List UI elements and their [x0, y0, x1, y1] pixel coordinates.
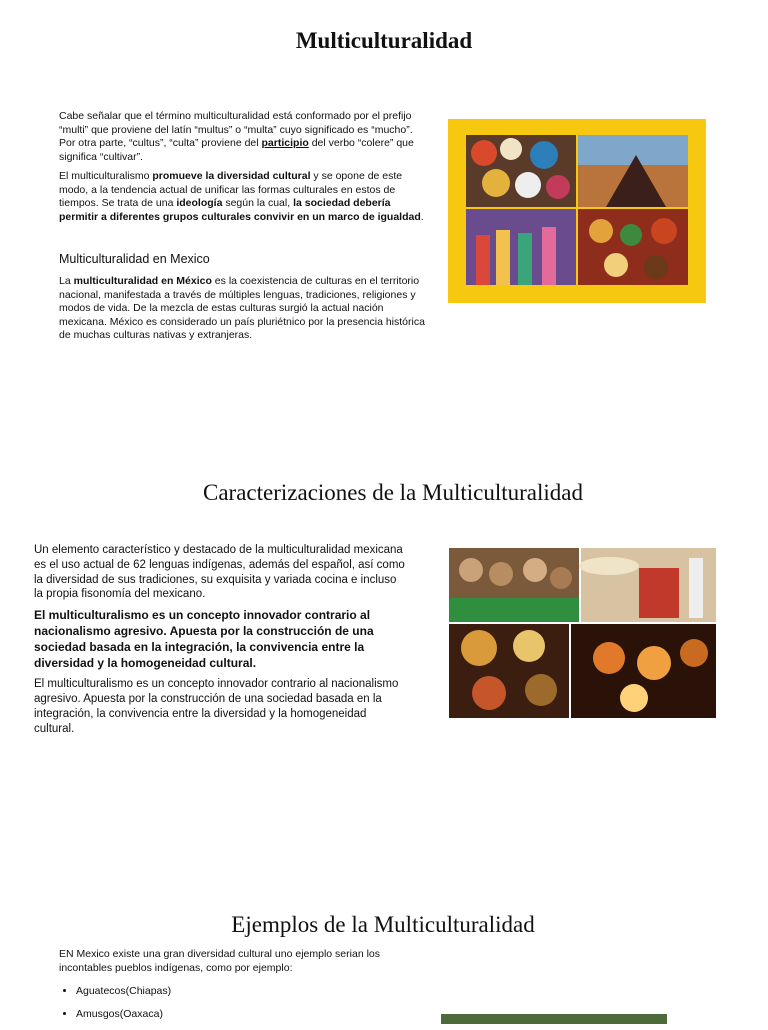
definition-paragraph: El multiculturalismo promueve la diversidad cultural y se opone de este modo, a la tendencia actual de unificar las formas culturales en estos de tiempos. Se trata de una ideología según la cual, la sociedad debería permitir a diferentes grupos culturales convivir en un marco de igualdad.: [59, 170, 424, 223]
mexico-collage-image: [449, 548, 716, 718]
languages-paragraph: Un elemento característico y destacado de la multiculturalidad mexicana es el uso actual de 62 lenguas indígenas, además del español, así como la diversidad de sus tradiciones, su exquisita y variada cocina e incluso la propia fisonomía del mexicano.: [34, 544, 405, 601]
participio-link[interactable]: participio: [261, 137, 309, 149]
culture-collage-image: [466, 135, 688, 285]
list-item: • Amusgos(Oaxaca): [76, 1008, 376, 1022]
mexico-subheading: Multiculturalidad en Mexico: [59, 252, 210, 266]
section3-title: Ejemplos de la Multiculturalidad: [231, 912, 535, 937]
mexico-paragraph: La multiculturalidad en México es la coexistencia de culturas en el territorio nacional, manifestada a través de múltiples lenguas, tradiciones, religiones y modos de vida. De la mezcla de estas culturas surgió la actual nación mexicana. México es considerado un país pluriétnico por la presencia histórica de muchas culturas nativas y extranjeras.: [59, 275, 425, 341]
examples-intro: EN Mexico existe una gran diversidad cultural uno ejemplo serian los incontables pueblos indígenas, como por ejemplo:: [59, 948, 380, 974]
multiculturalism-bold-paragraph: El multiculturalismo es un concepto innovador contrario al nacionalismo agresivo. Apuesta por la construcción de una sociedad basada en la integración, la convivencia entre la diversidad y la homogeneidad cultural.: [34, 608, 374, 670]
landscape-photo: [441, 1014, 667, 1024]
multiculturalism-paragraph: El multiculturalismo es un concepto innovador contrario al nacionalismo agresivo. Apuesta por la construcción de una sociedad basada en la integración, la convivencia entre la diversidad y la homogeneidad cultural.: [34, 678, 399, 735]
section1-text: [59, 110, 431, 230]
page-title: Multiculturalidad: [295, 28, 473, 53]
etymology-paragraph: Cabe señalar que el término multiculturalidad está conformado por el prefijo “multi” que proviene del latín “multus” o “multa” cuyo significado es “mucho”. Por otra parte, “cultus”, “culta” proviene del participio del verbo “colere” que significa “cultivar”.: [59, 110, 414, 163]
peoples-list: [60, 985, 376, 1030]
section2-text: [34, 543, 406, 743]
section2-title: Caracterizaciones de la Multiculturalidad: [203, 480, 583, 505]
list-item: • Aguatecos(Chiapas): [76, 985, 376, 999]
